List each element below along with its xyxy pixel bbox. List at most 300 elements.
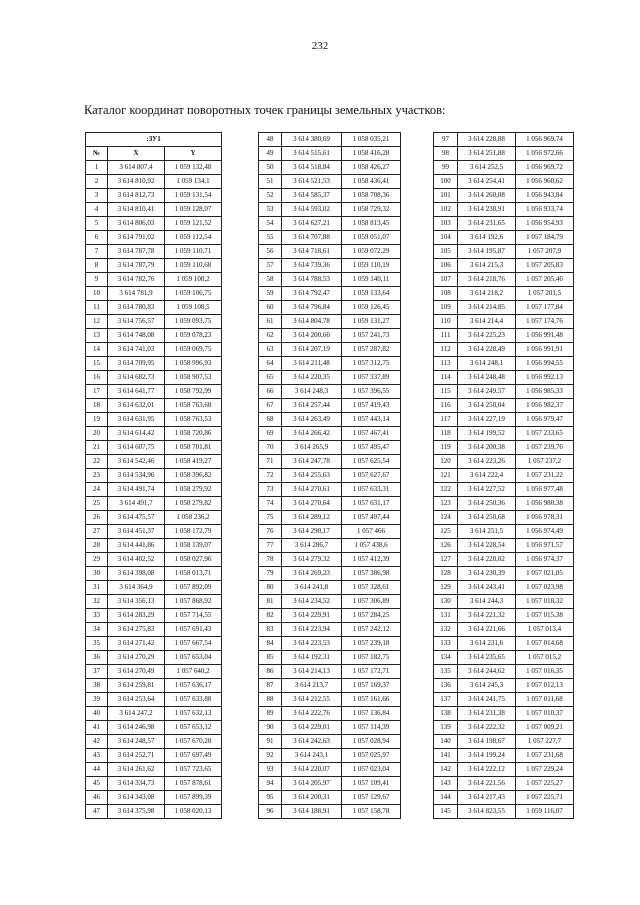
coordinate-x-cell: 3 614 241,8 <box>282 581 342 595</box>
coordinate-x-cell: 3 614 200,38 <box>458 441 516 455</box>
coordinate-y-cell: 1 057 868,92 <box>165 595 222 609</box>
point-number-cell: 135 <box>434 665 458 679</box>
table-row <box>259 427 401 441</box>
coordinate-x-cell: 3 614 334,73 <box>108 777 165 791</box>
table-row <box>86 595 222 609</box>
coordinate-y-cell: 1 057 018,32 <box>516 595 574 609</box>
coordinate-y-cell: 1 056 954,93 <box>516 217 574 231</box>
table-row <box>434 805 574 819</box>
coordinate-y-cell: 1 059 131,54 <box>165 189 222 203</box>
coordinate-x-cell: 3 614 289,12 <box>282 511 342 525</box>
coordinate-y-cell: 1 057 284,25 <box>342 609 401 623</box>
coordinate-x-cell: 3 614 707,88 <box>282 231 342 245</box>
point-number-cell: 38 <box>86 679 108 693</box>
coordinate-x-cell: 3 614 221,32 <box>458 609 516 623</box>
coordinate-y-cell: 1 057 023,04 <box>342 763 401 777</box>
coordinate-x-cell: 3 614 380,69 <box>282 133 342 147</box>
table-row <box>434 651 574 665</box>
coordinate-x-cell: 3 614 246,98 <box>108 721 165 735</box>
table-row <box>259 273 401 287</box>
point-number-cell: 53 <box>259 203 282 217</box>
coordinate-y-cell: 1 057 899,39 <box>165 791 222 805</box>
table-row <box>86 749 222 763</box>
table-row <box>434 231 574 245</box>
table-row <box>434 315 574 329</box>
coordinate-x-cell: 3 614 228,49 <box>458 343 516 357</box>
coordinate-x-cell: 3 614 229,01 <box>282 721 342 735</box>
point-number-cell: 120 <box>434 455 458 469</box>
table-row <box>259 189 401 203</box>
coordinate-x-cell: 3 614 214,85 <box>458 301 516 315</box>
point-number-cell: 45 <box>86 777 108 791</box>
coordinate-x-cell: 3 614 192,6 <box>458 231 516 245</box>
table-row <box>86 791 222 805</box>
coordinate-y-cell: 1 059 108,2 <box>165 273 222 287</box>
table-row <box>86 413 222 427</box>
table-row <box>259 469 401 483</box>
point-number-cell: 77 <box>259 539 282 553</box>
coordinate-y-cell: 1 057 207,9 <box>516 245 574 259</box>
table-row <box>259 203 401 217</box>
point-number-cell: 28 <box>86 539 108 553</box>
coordinate-x-cell: 3 614 230,39 <box>458 567 516 581</box>
coordinate-y-cell: 1 057 028,94 <box>342 735 401 749</box>
coordinate-y-cell: 1 058 436,41 <box>342 175 401 189</box>
coordinate-y-cell: 1 057 229,24 <box>516 763 574 777</box>
point-number-cell: 11 <box>86 301 108 315</box>
table-row <box>86 259 222 273</box>
point-number-cell: 68 <box>259 413 282 427</box>
point-number-cell: 16 <box>86 371 108 385</box>
coordinate-y-cell: 1 057 023,98 <box>516 581 574 595</box>
coordinate-y-cell: 1 057 021,05 <box>516 567 574 581</box>
coordinate-y-cell: 1 057 723,65 <box>165 763 222 777</box>
point-number-cell: 125 <box>434 525 458 539</box>
coordinate-x-cell: 3 614 252,5 <box>458 161 516 175</box>
table-row <box>259 301 401 315</box>
point-number-cell: 122 <box>434 483 458 497</box>
coordinates-table-2 <box>258 132 401 819</box>
coordinate-x-cell: 3 614 231,6 <box>458 637 516 651</box>
coordinate-x-cell: 3 614 521,53 <box>282 175 342 189</box>
coordinate-x-cell: 3 614 806,03 <box>108 217 165 231</box>
point-number-cell: 2 <box>86 175 108 189</box>
table-row <box>434 693 574 707</box>
coordinate-y-cell: 1 057 242,12 <box>342 623 401 637</box>
coordinate-x-cell: 3 614 255,63 <box>282 469 342 483</box>
point-number-cell: 116 <box>434 399 458 413</box>
point-number-cell: 87 <box>259 679 282 693</box>
coordinate-y-cell: 1 057 177,84 <box>516 301 574 315</box>
point-number-cell: 21 <box>86 441 108 455</box>
coordinate-x-cell: 3 614 243,1 <box>282 749 342 763</box>
coordinate-y-cell: 1 059 126,45 <box>342 301 401 315</box>
table-row <box>259 329 401 343</box>
point-number-cell: 124 <box>434 511 458 525</box>
point-number-cell: 118 <box>434 427 458 441</box>
table-row <box>259 483 401 497</box>
coordinate-x-cell: 3 614 249,57 <box>458 385 516 399</box>
point-number-cell: 106 <box>434 259 458 273</box>
table-row <box>86 399 222 413</box>
point-number-cell: 89 <box>259 707 282 721</box>
table-row <box>434 581 574 595</box>
coordinate-x-cell: 3 614 223,94 <box>282 623 342 637</box>
coordinate-y-cell: 1 058 236,2 <box>165 511 222 525</box>
coordinate-x-cell: 3 614 228,02 <box>458 553 516 567</box>
table-row <box>434 777 574 791</box>
table-row <box>86 329 222 343</box>
coordinate-x-cell: 3 614 245,3 <box>458 679 516 693</box>
point-number-cell: 133 <box>434 637 458 651</box>
point-number-cell: 71 <box>259 455 282 469</box>
coordinate-x-cell: 3 614 235,65 <box>458 651 516 665</box>
table-row <box>86 609 222 623</box>
coordinate-y-cell: 1 057 013,4 <box>516 623 574 637</box>
point-number-cell: 54 <box>259 217 282 231</box>
point-number-cell: 7 <box>86 245 108 259</box>
coordinate-y-cell: 1 057 636,17 <box>165 679 222 693</box>
coordinate-x-cell: 3 614 248,48 <box>458 371 516 385</box>
coordinate-y-cell: 1 057 025,97 <box>342 749 401 763</box>
table-row <box>434 637 574 651</box>
coordinate-x-cell: 3 614 242,63 <box>282 735 342 749</box>
coordinate-y-cell: 1 057 225,71 <box>516 791 574 805</box>
point-number-cell: 46 <box>86 791 108 805</box>
table-row <box>86 441 222 455</box>
coordinate-x-cell: 3 614 218,2 <box>458 287 516 301</box>
point-number-cell: 48 <box>259 133 282 147</box>
coordinate-x-cell: 3 614 796,84 <box>282 301 342 315</box>
point-number-cell: 40 <box>86 707 108 721</box>
coordinate-y-cell: 1 057 011,68 <box>516 693 574 707</box>
point-number-cell: 132 <box>434 623 458 637</box>
table-row <box>434 161 574 175</box>
point-number-cell: 134 <box>434 651 458 665</box>
coordinate-y-cell: 1 056 985,33 <box>516 385 574 399</box>
coordinate-x-cell: 3 614 782,76 <box>108 273 165 287</box>
coordinate-y-cell: 1 057 878,61 <box>165 777 222 791</box>
point-number-cell: 37 <box>86 665 108 679</box>
coordinate-y-cell: 1 058 279,92 <box>165 483 222 497</box>
table-row <box>86 623 222 637</box>
point-number-cell: 145 <box>434 805 458 819</box>
point-number-cell: 64 <box>259 357 282 371</box>
coordinate-x-cell: 3 614 402,52 <box>108 553 165 567</box>
coordinate-y-cell: 1 057 161,66 <box>342 693 401 707</box>
coordinate-y-cell: 1 056 974,37 <box>516 553 574 567</box>
table-row <box>434 595 574 609</box>
table-row <box>434 707 574 721</box>
coordinate-x-cell: 3 614 607,75 <box>108 441 165 455</box>
point-number-cell: 42 <box>86 735 108 749</box>
point-number-cell: 111 <box>434 329 458 343</box>
coordinate-y-cell: 1 058 035,21 <box>342 133 401 147</box>
coordinate-y-cell: 1 059 128,07 <box>165 203 222 217</box>
table-row <box>259 679 401 693</box>
point-number-cell: 128 <box>434 567 458 581</box>
catalog-heading: Каталог координат поворотных точек границы земельных участков: <box>84 103 446 117</box>
table-row <box>86 231 222 245</box>
coordinate-x-cell: 3 614 247,78 <box>282 455 342 469</box>
table-row <box>259 567 401 581</box>
coordinate-y-cell: 1 057 419,43 <box>342 399 401 413</box>
table-row <box>259 315 401 329</box>
coordinate-y-cell: 1 057 239,18 <box>342 637 401 651</box>
coordinate-y-cell: 1 056 972,66 <box>516 147 574 161</box>
point-number-cell: 109 <box>434 301 458 315</box>
point-number-cell: 131 <box>434 609 458 623</box>
table-row <box>259 511 401 525</box>
coordinate-y-cell: 1 059 112,54 <box>165 231 222 245</box>
table-body <box>434 133 574 819</box>
coordinate-x-cell: 3 614 259,81 <box>108 679 165 693</box>
table-row <box>86 203 222 217</box>
coordinates-table-1 <box>85 132 222 819</box>
table-row <box>259 553 401 567</box>
point-number-cell: 29 <box>86 553 108 567</box>
page-number: 232 <box>311 40 329 52</box>
coordinate-y-cell: 1 058 720,86 <box>165 427 222 441</box>
point-number-cell: 86 <box>259 665 282 679</box>
coordinate-y-cell: 1 057 892,09 <box>165 581 222 595</box>
coordinate-y-cell: 1 059 134,1 <box>165 175 222 189</box>
table-row <box>86 763 222 777</box>
table-row <box>434 469 574 483</box>
coordinate-y-cell: 1 059 121,52 <box>165 217 222 231</box>
coordinate-x-cell: 3 614 741,03 <box>108 343 165 357</box>
coordinate-x-cell: 3 614 211,48 <box>282 357 342 371</box>
coordinate-y-cell: 1 058 708,36 <box>342 189 401 203</box>
coordinate-x-cell: 3 614 265,9 <box>282 441 342 455</box>
point-number-cell: 84 <box>259 637 282 651</box>
coordinate-x-cell: 3 614 222,76 <box>282 707 342 721</box>
point-number-cell: 49 <box>259 147 282 161</box>
coordinate-y-cell: 1 056 971,57 <box>516 539 574 553</box>
point-number-cell: 91 <box>259 735 282 749</box>
table-row <box>434 609 574 623</box>
point-number-cell: 3 <box>86 189 108 203</box>
table-row <box>434 385 574 399</box>
coordinate-x-cell: 3 614 739,36 <box>282 259 342 273</box>
coordinate-y-cell: 1 058 172,79 <box>165 525 222 539</box>
coordinate-y-cell: 1 056 969,74 <box>516 133 574 147</box>
table-row <box>434 483 574 497</box>
coordinate-y-cell: 1 058 792,99 <box>165 385 222 399</box>
table-row <box>86 497 222 511</box>
point-number-cell: 90 <box>259 721 282 735</box>
table-row <box>259 651 401 665</box>
coordinate-y-cell: 1 057 172,71 <box>342 665 401 679</box>
table-row <box>434 357 574 371</box>
table-row <box>434 343 574 357</box>
table-row <box>434 665 574 679</box>
coordinate-x-cell: 3 614 220,35 <box>282 371 342 385</box>
coordinate-y-cell: 1 056 982,37 <box>516 399 574 413</box>
coordinate-y-cell: 1 057 158,78 <box>342 805 401 819</box>
coordinate-y-cell: 1 059 140,11 <box>342 273 401 287</box>
coordinate-x-cell: 3 614 227,52 <box>458 483 516 497</box>
coordinate-y-cell: 1 058 729,32 <box>342 203 401 217</box>
point-number-cell: 75 <box>259 511 282 525</box>
table-row <box>259 777 401 791</box>
coordinate-x-cell: 3 614 198,67 <box>458 735 516 749</box>
coordinate-y-cell: 1 057 136,84 <box>342 707 401 721</box>
point-number-cell: 88 <box>259 693 282 707</box>
coordinate-x-cell: 3 614 641,77 <box>108 385 165 399</box>
coordinate-x-cell: 3 614 248,57 <box>108 735 165 749</box>
coordinate-y-cell: 1 056 991,48 <box>516 329 574 343</box>
point-number-cell: 138 <box>434 707 458 721</box>
table-row <box>86 735 222 749</box>
coordinate-y-cell: 1 058 416,28 <box>342 147 401 161</box>
table-row <box>86 427 222 441</box>
point-number-cell: 82 <box>259 609 282 623</box>
coordinate-y-cell: 1 057 497,44 <box>342 511 401 525</box>
coordinate-x-cell: 3 614 270,61 <box>282 483 342 497</box>
coordinate-x-cell: 3 614 593,02 <box>282 203 342 217</box>
coordinate-y-cell: 1 057 667,54 <box>165 637 222 651</box>
point-number-cell: 143 <box>434 777 458 791</box>
coordinate-y-cell: 1 057 182,75 <box>342 651 401 665</box>
point-number-cell: 137 <box>434 693 458 707</box>
point-number-cell: 4 <box>86 203 108 217</box>
table-header-row <box>86 147 222 161</box>
coordinate-x-cell: 3 614 748,08 <box>108 329 165 343</box>
coordinate-x-cell: 3 614 632,01 <box>108 399 165 413</box>
coordinate-y-cell: 1 056 979,47 <box>516 413 574 427</box>
coordinate-x-cell: 3 614 807,4 <box>108 161 165 175</box>
table-row <box>86 273 222 287</box>
table-row <box>259 147 401 161</box>
point-number-cell: 25 <box>86 497 108 511</box>
point-number-cell: 26 <box>86 511 108 525</box>
table-row <box>259 441 401 455</box>
coordinate-x-cell: 3 614 260,08 <box>458 189 516 203</box>
point-number-cell: 60 <box>259 301 282 315</box>
table-row <box>259 385 401 399</box>
coordinate-y-cell: 1 057 233,65 <box>516 427 574 441</box>
table-row <box>259 133 401 147</box>
point-number-cell: 142 <box>434 763 458 777</box>
coordinate-y-cell: 1 057 627,67 <box>342 469 401 483</box>
coordinate-x-cell: 3 614 491,74 <box>108 483 165 497</box>
point-number-cell: 9 <box>86 273 108 287</box>
coordinate-y-cell: 1 056 969,72 <box>516 161 574 175</box>
coordinate-y-cell: 1 057 129,67 <box>342 791 401 805</box>
point-number-cell: 136 <box>434 679 458 693</box>
coordinate-x-cell: 3 614 215,3 <box>458 259 516 273</box>
coordinate-y-cell: 1 058 020,13 <box>165 805 222 819</box>
coordinate-x-cell: 3 614 244,3 <box>458 595 516 609</box>
point-number-cell: 99 <box>434 161 458 175</box>
coordinate-x-cell: 3 614 200,31 <box>282 791 342 805</box>
point-number-cell: 63 <box>259 343 282 357</box>
point-number-cell: 58 <box>259 273 282 287</box>
coordinate-x-cell: 3 614 228,88 <box>458 133 516 147</box>
coordinate-y-cell: 1 057 670,28 <box>165 735 222 749</box>
point-number-cell: 61 <box>259 315 282 329</box>
table-row <box>434 147 574 161</box>
table-row <box>259 595 401 609</box>
point-number-cell: 36 <box>86 651 108 665</box>
coordinate-x-cell: 3 614 787,78 <box>108 245 165 259</box>
coordinate-y-cell: 1 059 069,75 <box>165 343 222 357</box>
table-row <box>434 525 574 539</box>
point-number-cell: 117 <box>434 413 458 427</box>
coordinate-x-cell: 3 614 756,57 <box>108 315 165 329</box>
table-row <box>86 777 222 791</box>
coordinate-x-cell: 3 614 518,84 <box>282 161 342 175</box>
coordinate-x-cell: 3 614 718,61 <box>282 245 342 259</box>
coordinate-x-cell: 3 614 248,1 <box>458 357 516 371</box>
point-number-cell: 20 <box>86 427 108 441</box>
table-row <box>86 707 222 721</box>
coordinate-x-cell: 3 614 823,55 <box>458 805 516 819</box>
point-number-cell: 121 <box>434 469 458 483</box>
coordinate-y-cell: 1 059 072,29 <box>342 245 401 259</box>
point-number-cell: 119 <box>434 441 458 455</box>
coordinate-x-cell: 3 614 247,2 <box>108 707 165 721</box>
table-row <box>434 287 574 301</box>
point-number-cell: 129 <box>434 581 458 595</box>
coordinate-y-cell: 1 056 977,48 <box>516 483 574 497</box>
table-row <box>434 455 574 469</box>
coordinate-x-cell: 3 614 271,42 <box>108 637 165 651</box>
coordinate-x-cell: 3 614 250,04 <box>458 399 516 413</box>
coordinate-x-cell: 3 614 491,7 <box>108 497 165 511</box>
coordinate-x-cell: 3 614 627,21 <box>282 217 342 231</box>
point-number-cell: 56 <box>259 245 282 259</box>
coordinate-y-cell: 1 057 466 <box>342 525 401 539</box>
point-number-cell: 101 <box>434 189 458 203</box>
point-number-cell: 27 <box>86 525 108 539</box>
coordinate-y-cell: 1 058 763,68 <box>165 399 222 413</box>
table-row <box>86 175 222 189</box>
coordinate-x-cell: 3 614 534,96 <box>108 469 165 483</box>
coordinate-x-cell: 3 614 199,24 <box>458 749 516 763</box>
point-number-cell: 14 <box>86 343 108 357</box>
table-row <box>86 455 222 469</box>
coordinate-y-cell: 1 057 014,68 <box>516 637 574 651</box>
point-number-cell: 103 <box>434 217 458 231</box>
coordinate-x-cell: 3 614 241,75 <box>458 693 516 707</box>
coordinate-y-cell: 1 057 109,41 <box>342 777 401 791</box>
point-number-cell: 78 <box>259 553 282 567</box>
point-number-cell: 92 <box>259 749 282 763</box>
point-number-cell: 10 <box>86 287 108 301</box>
point-number-cell: 59 <box>259 287 282 301</box>
point-number-cell: 52 <box>259 189 282 203</box>
coordinate-y-cell: 1 057 009,21 <box>516 721 574 735</box>
point-number-cell: 140 <box>434 735 458 749</box>
table-row <box>434 217 574 231</box>
point-number-cell: 19 <box>86 413 108 427</box>
coordinate-y-cell: 1 058 279,82 <box>165 497 222 511</box>
coordinate-y-cell: 1 058 396,82 <box>165 469 222 483</box>
coordinate-y-cell: 1 057 237,2 <box>516 455 574 469</box>
point-number-cell: 79 <box>259 567 282 581</box>
point-number-cell: 113 <box>434 357 458 371</box>
table-row <box>434 511 574 525</box>
coordinate-x-cell: 3 614 217,43 <box>458 791 516 805</box>
coordinate-y-cell: 1 059 116,07 <box>516 805 574 819</box>
table-row <box>86 245 222 259</box>
column-header-y: Y <box>165 147 222 161</box>
table-row <box>434 329 574 343</box>
table-row <box>434 735 574 749</box>
coordinate-x-cell: 3 614 270,49 <box>108 665 165 679</box>
